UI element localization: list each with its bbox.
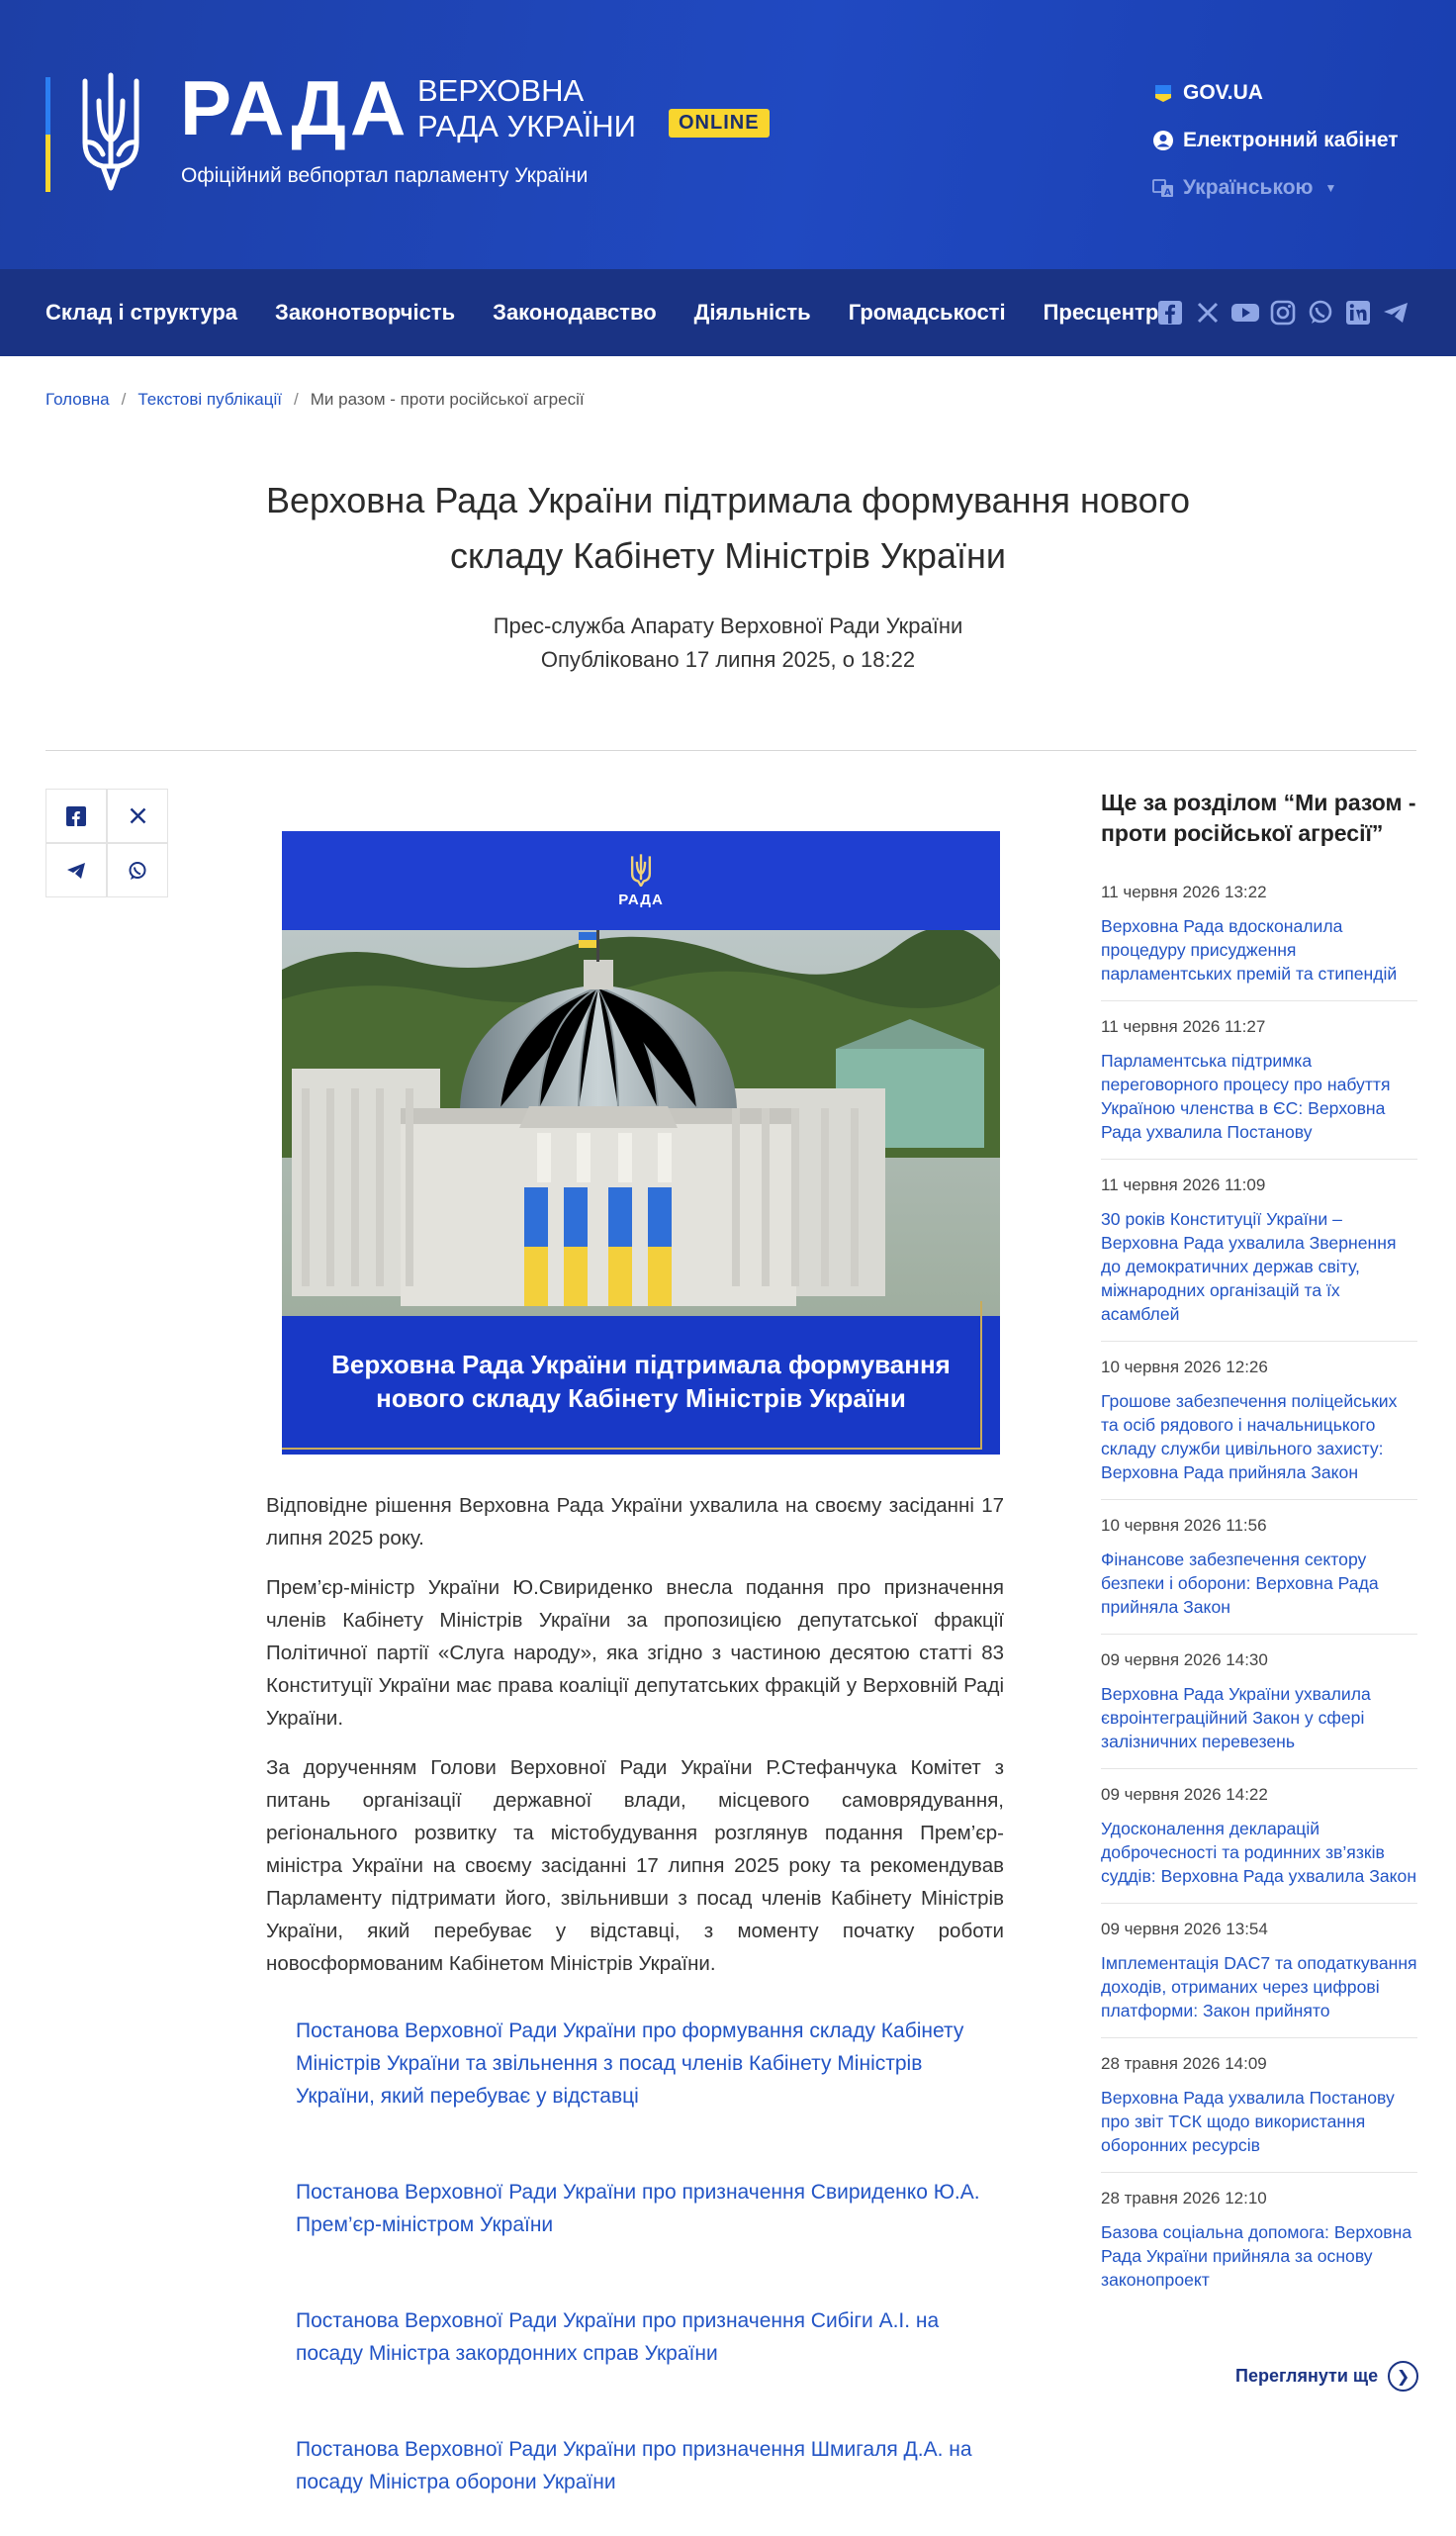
news-date: 28 травня 2026 14:09 [1101,2054,1267,2073]
brand-subtitle-line1: ВЕРХОВНА [417,73,585,108]
nav-menu [46,269,1196,356]
article-published-date: Опубліковано 17 липня 2025, о 18:22 [540,647,916,672]
divider [46,750,1416,751]
article-author: Прес-служба Апарату Верховної Ради України [493,613,963,638]
site-tagline: Офіційний вебпортал парламенту України [181,164,589,187]
brand-name: РАДА [180,64,410,151]
share-buttons [46,789,168,897]
article-body [266,1489,1004,1997]
telegram-icon [66,862,86,880]
whatsapp-icon[interactable] [1306,298,1335,328]
brand-subtitle [417,73,636,144]
nav-item-activity[interactable]: Діяльність [693,300,811,325]
sidebar-heading: Ще за розділом “Ми разом - проти російської агресії” [1101,790,1416,846]
news-item[interactable] [1101,2189,1417,2306]
e-cabinet-label: Електронний кабінет [1183,129,1399,151]
instagram-icon[interactable] [1268,298,1298,328]
news-date: 11 червня 2026 13:22 [1101,883,1267,901]
document-link[interactable]: Постанова Верховної Ради України про призначення Свириденко Ю.А. Прем’єр-міністром України [296,2181,980,2236]
gov-ua-link[interactable] [1151,69,1409,117]
main-navigation [0,269,1456,356]
nav-item-lawmaking[interactable]: Законотворчість [275,300,456,325]
gov-ua-label: GOV.UA [1183,81,1263,104]
nav-item-legislation[interactable]: Законодавство [493,300,657,325]
brand-subtitle-line2: РАДА УКРАЇНИ [417,109,636,143]
breadcrumb-current: Ми разом - проти російської агресії [310,390,585,409]
breadcrumb-home[interactable]: Головна [46,390,110,409]
chevron-down-icon: ▼ [1324,181,1337,195]
breadcrumb [46,390,585,410]
language-label: Українською [1183,176,1314,199]
trident-icon [79,71,142,192]
related-news-sidebar [1101,788,1417,2322]
user-circle-icon [1151,129,1175,152]
share-whatsapp-button[interactable] [107,843,168,897]
parliament-building-photo [282,930,1000,1316]
nav-item-press-center[interactable]: Пресцентр [1043,300,1159,325]
news-date: 10 червня 2026 11:56 [1101,1516,1267,1535]
hero-logo-text: РАДА [618,892,664,908]
flag-strip [46,77,50,192]
gov-ua-icon [1151,81,1175,105]
document-link[interactable]: Постанова Верховної Ради України про формування складу Кабінету Міністрів України та звільнення з посад членів Кабінету Міністрів України, який перебуває у відставці [296,2019,964,2108]
article-title [233,473,1223,584]
breadcrumb-separator: / [294,390,299,409]
breadcrumb-separator: / [121,390,127,409]
news-title-link[interactable]: Удосконалення декларацій доброчесності та родинних зв’язків суддів: Верховна Рада ухвалила Закон [1101,1819,1417,1886]
article-title-line1: Верховна Рада України підтримала формування нового [266,480,1190,520]
share-telegram-button[interactable] [46,843,107,897]
youtube-icon[interactable] [1230,298,1260,328]
translate-icon [1151,176,1175,200]
news-title-link[interactable]: Верховна Рада України ухвалила євроінтеграційний Закон у сфері залізничних перевезень [1101,1684,1371,1751]
news-title-link[interactable]: Імплементація DAC7 та оподаткування доходів, отриманих через цифрові платформи: Закон прийнято [1101,1953,1417,2020]
hero-logo [618,853,664,922]
news-title-link[interactable]: Грошове забезпечення поліцейських та осіб рядового і начальницького складу служби цивільного захисту: Верховна Рада прийняла Закон [1101,1391,1398,1482]
news-title-link[interactable]: Базова соціальна допомога: Верховна Рада України прийняла за основу законопроект [1101,2222,1412,2290]
whatsapp-icon [128,861,147,881]
news-item[interactable] [1101,1920,1417,2038]
article-meta [233,610,1223,677]
news-title-link[interactable]: Парламентська підтримка переговорного процесу про набуття Україною членства в ЄС: Верховна Рада ухвалила Постанову [1101,1051,1391,1142]
news-date: 09 червня 2026 14:30 [1101,1650,1268,1669]
svg-text:A: A [1164,188,1171,198]
news-item[interactable] [1101,1358,1417,1500]
share-x-button[interactable] [107,789,168,843]
social-links [1147,269,1410,356]
news-item[interactable] [1101,1175,1417,1342]
news-date: 11 червня 2026 11:09 [1101,1175,1266,1194]
news-item[interactable] [1101,883,1417,1001]
article-paragraph: За дорученням Голови Верховної Ради України Р.Стефанчука Комітет з питань організації державної влади, місцевого самоврядування, регіонального розвитку та містобудування розглянув подання Прем’єр-міністра України на своєму засіданні 17 липня 2025 року та рекомендував Парламенту підтримати його, звільнивши з посад членів Кабінету Міністрів України, який перебуває у відставці, з моменту початку роботи новосформованим Кабінетом Міністрів України. [266,1756,1004,1975]
news-item[interactable] [1101,2054,1417,2173]
article-paragraph: Відповідне рішення Верховна Рада України ухвалила на своєму засіданні 17 липня 2025 року. [266,1494,1004,1550]
online-badge: ONLINE [669,109,770,138]
news-title-link[interactable]: Верховна Рада ухвалила Постанову про звіт ТСК щодо використання оборонних ресурсів [1101,2088,1395,2155]
trident-icon [628,853,654,887]
news-item[interactable] [1101,1516,1417,1635]
breadcrumb-section[interactable]: Текстові публікації [137,390,282,409]
news-item[interactable] [1101,1650,1417,1769]
linkedin-icon[interactable] [1343,298,1373,328]
news-title-link[interactable]: Верховна Рада вдосконалила процедуру присудження парламентських премій та стипендій [1101,916,1398,984]
telegram-icon[interactable] [1381,298,1410,328]
document-links [296,2015,1004,2498]
document-link[interactable]: Постанова Верховної Ради України про призначення Сибіги А.І. на посаду Міністра закордонних справ України [296,2309,940,2365]
x-icon[interactable] [1193,298,1223,328]
news-date: 09 червня 2026 14:22 [1101,1785,1268,1804]
article-paragraph: Прем’єр-міністр України Ю.Свириденко внесла подання про призначення членів Кабінету Міністрів України за пропозицією депутатської фракції Політичної партії «Слуга народу», яка згідно з частиною десятою статті 83 Конституції України має права коаліції депутатських фракцій у Верховній Раді України. [266,1576,1004,1730]
article-title-line2: складу Кабінету Міністрів України [450,535,1006,576]
share-facebook-button[interactable] [46,789,107,843]
e-cabinet-link[interactable] [1151,117,1409,164]
facebook-icon [66,806,86,826]
document-link[interactable]: Постанова Верховної Ради України про призначення Шмигаля Д.А. на посаду Міністра оборони України [296,2438,972,2493]
facebook-icon[interactable] [1155,298,1185,328]
language-selector[interactable] [1151,164,1409,212]
nav-item-public[interactable]: Громадськості [848,300,1006,325]
see-more-label: Переглянути ще [1235,2366,1379,2386]
hero-caption: Верховна Рада України підтримала формування нового складу Кабінету Міністрів України [331,1350,951,1413]
news-item[interactable] [1101,1785,1417,1904]
news-date: 28 травня 2026 12:10 [1101,2189,1267,2207]
chevron-right-icon: ❯ [1388,2361,1418,2392]
news-date: 10 червня 2026 12:26 [1101,1358,1268,1376]
news-date: 11 червня 2026 11:27 [1101,1017,1266,1036]
news-title-link[interactable]: Фінансове забезпечення сектору безпеки і оборони: Верховна Рада прийняла Закон [1101,1550,1379,1617]
news-title-link[interactable]: 30 років Конституції України – Верховна Рада ухвалила Звернення до демократичних держав світу, міжнародних організацій та їх асамблей [1101,1209,1397,1324]
site-header [0,0,1456,269]
article-hero-image [282,831,1000,1455]
header-utility-links [1151,69,1409,212]
site-logo[interactable] [46,64,797,190]
see-more-link[interactable] [1235,2361,1418,2392]
news-date: 09 червня 2026 13:54 [1101,1920,1268,1938]
x-icon [130,807,146,824]
nav-item-composition[interactable]: Склад і структура [46,300,238,325]
news-item[interactable] [1101,1017,1417,1160]
